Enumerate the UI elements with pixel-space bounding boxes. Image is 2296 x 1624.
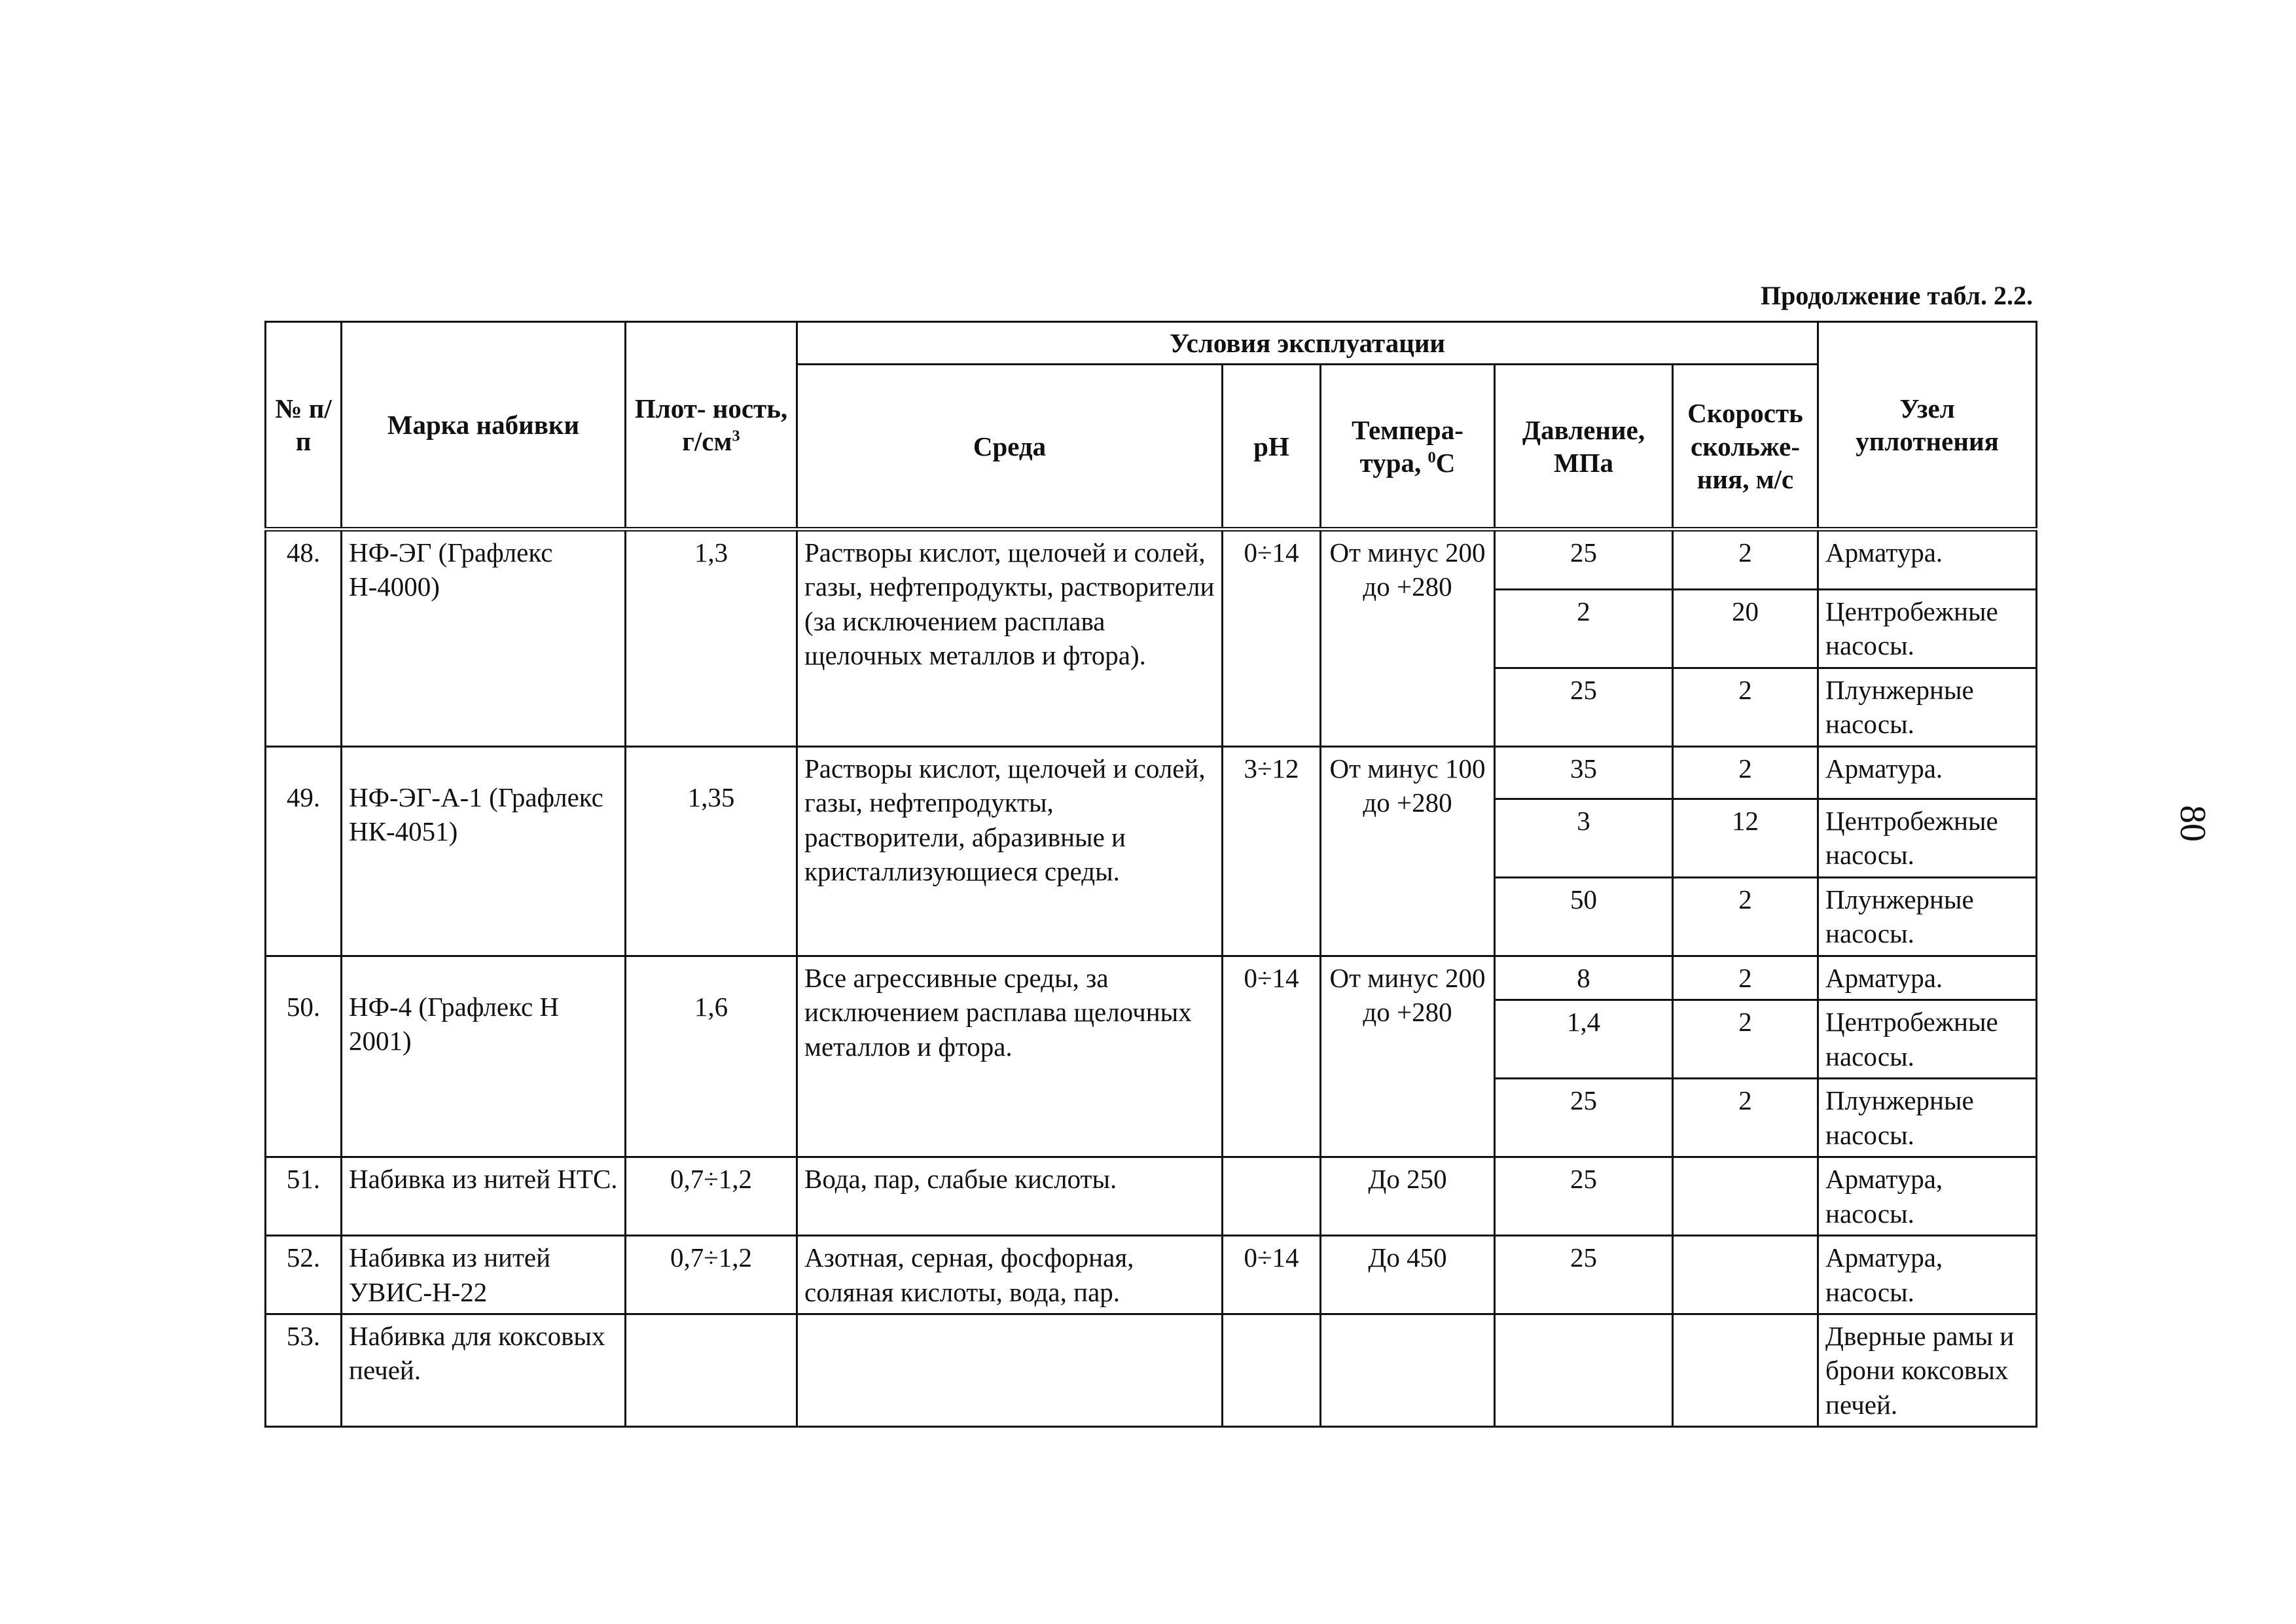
row-seal: Арматура. [1818,746,2037,799]
row-medium: Растворы кислот, щелочей и солей, газы, нефтепродукты, растворители (за исключением расплава щелочных металлов и фтора). [797,530,1223,747]
row-pressure: 35 [1495,746,1673,799]
row-temp: До 250 [1321,1157,1495,1236]
row-medium: Азотная, серная, фосфорная, соляная кислоты, вода, пар. [797,1236,1223,1314]
row-seal: Плунжерные насосы. [1818,877,2037,956]
header-temp: Темпера- тура, $^0$С [1321,365,1495,530]
row-density: 0,7÷1,2 [626,1236,797,1314]
row-num: 51. [266,1157,342,1236]
row-speed: 2 [1673,877,1818,956]
row-num: 48. [266,530,342,747]
row-density: 1,6 [626,956,797,1157]
row-speed: 2 [1673,530,1818,590]
row-speed [1673,1236,1818,1314]
row-speed: 2 [1673,956,1818,1000]
row-num: 52. [266,1236,342,1314]
row-pressure: 50 [1495,877,1673,956]
table-caption: Продолжение табл. 2.2. [1760,281,2033,310]
header-pressure: Давление, МПа [1495,365,1673,530]
row-seal: Арматура. [1818,956,2037,1000]
row-seal: Центробежные насосы. [1818,799,2037,877]
row-speed: 2 [1673,746,1818,799]
row-speed: 12 [1673,799,1818,877]
row-pressure: 8 [1495,956,1673,1000]
header-num: № п/п [266,322,342,530]
row-brand: НФ-4 (Графлекс Н 2001) [342,956,626,1157]
row-medium [797,1314,1223,1426]
row-seal: Дверные рамы и брони коксовых печей. [1818,1314,2037,1426]
row-density: 1,35 [626,746,797,956]
row-pressure [1495,1314,1673,1426]
row-seal: Центробежные насосы. [1818,1000,2037,1079]
row-temp: До 450 [1321,1236,1495,1314]
header-conditions: Условия эксплуатации [797,322,1818,365]
row-speed: 2 [1673,1000,1818,1079]
row-speed: 2 [1673,1079,1818,1157]
row-pressure: 25 [1495,1157,1673,1236]
row-brand: НФ-ЭГ (Графлекс Н-4000) [342,530,626,747]
row-pressure: 25 [1495,1236,1673,1314]
row-ph [1223,1157,1321,1236]
row-pressure: 25 [1495,668,1673,746]
row-brand: Набивка из нитей НТС. [342,1157,626,1236]
row-speed [1673,1157,1818,1236]
row-num: 53. [266,1314,342,1426]
row-temp: От минус 200 до +280 [1321,956,1495,1157]
row-medium: Вода, пар, слабые кислоты. [797,1157,1223,1236]
row-seal: Плунжерные насосы. [1818,668,2037,746]
header-ph: pH [1223,365,1321,530]
row-speed [1673,1314,1818,1426]
row-pressure: 2 [1495,590,1673,668]
packing-table [264,321,2037,1428]
header-brand: Марка набивки [342,322,626,530]
row-density: 0,7÷1,2 [626,1157,797,1236]
row-pressure: 25 [1495,530,1673,590]
row-ph: 0÷14 [1223,956,1321,1157]
row-seal: Арматура, насосы. [1818,1157,2037,1236]
row-density: 1,3 [626,530,797,747]
row-brand: Набивка из нитей УВИС-Н-22 [342,1236,626,1314]
row-pressure: 3 [1495,799,1673,877]
row-speed: 20 [1673,590,1818,668]
row-ph: 3÷12 [1223,746,1321,956]
page-number: 80 [2172,805,2213,842]
row-density [626,1314,797,1426]
row-seal: Арматура, насосы. [1818,1236,2037,1314]
row-seal: Плунжерные насосы. [1818,1079,2037,1157]
row-ph [1223,1314,1321,1426]
row-seal: Центробежные насосы. [1818,590,2037,668]
header-medium: Среда [797,365,1223,530]
row-speed: 2 [1673,668,1818,746]
header-seal: Узел уплотнения [1818,322,2037,530]
row-num: 49. [266,746,342,956]
row-num: 50. [266,956,342,1157]
row-ph: 0÷14 [1223,1236,1321,1314]
row-pressure: 25 [1495,1079,1673,1157]
row-temp: От минус 200 до +280 [1321,530,1495,747]
header-speed: Скорость скольже- ния, м/с [1673,365,1818,530]
row-medium: Растворы кислот, щелочей и солей, газы, нефтепродукты, растворители, абразивные и кристаллизующиеся среды. [797,746,1223,956]
row-pressure: 1,4 [1495,1000,1673,1079]
row-medium: Все агрессивные среды, за исключением расплава щелочных металлов и фтора. [797,956,1223,1157]
row-temp: От минус 100 до +280 [1321,746,1495,956]
row-brand: Набивка для коксовых печей. [342,1314,626,1426]
row-brand: НФ-ЭГ-А-1 (Графлекс НК-4051) [342,746,626,956]
row-seal: Арматура. [1818,530,2037,590]
row-ph: 0÷14 [1223,530,1321,747]
row-temp [1321,1314,1495,1426]
header-density: Плот- ность, $г/см^3$ [626,322,797,530]
